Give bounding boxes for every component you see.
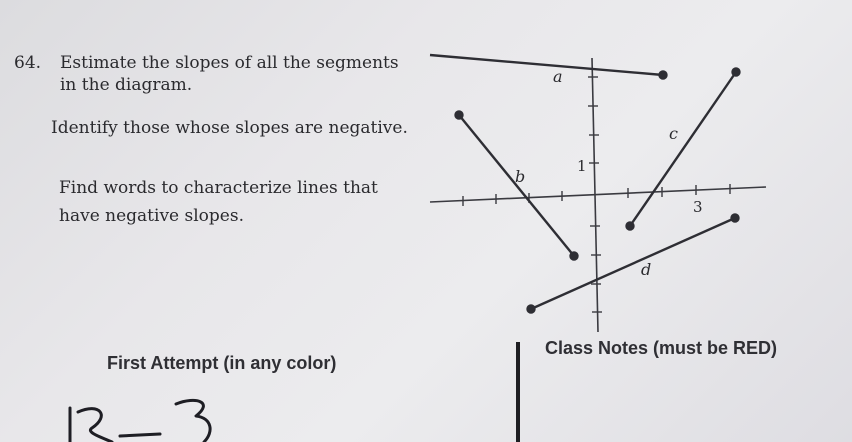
- scribble-stroke: [120, 434, 160, 436]
- problem-statement: Estimate the slopes of all the segments in the diagram.: [60, 53, 399, 95]
- scribble-stroke: [78, 409, 112, 442]
- class-notes-heading: Class Notes (must be RED): [545, 338, 778, 358]
- label-b: b: [515, 167, 526, 186]
- problem-number: 64.: [14, 53, 42, 73]
- label-d: d: [641, 260, 652, 279]
- label-a: a: [553, 67, 563, 86]
- scribble-stroke: [176, 400, 210, 442]
- first-attempt-heading: First Attempt (in any color): [107, 353, 337, 373]
- instruction-negative-slopes: Identify those whose slopes are negative.: [51, 118, 408, 138]
- x-tick-label-3: 3: [693, 198, 703, 216]
- y-tick-label-1: 1: [577, 157, 587, 175]
- instruction-characterize: Find words to characterize lines that have negative slopes.: [59, 178, 378, 226]
- label-c: c: [669, 124, 678, 143]
